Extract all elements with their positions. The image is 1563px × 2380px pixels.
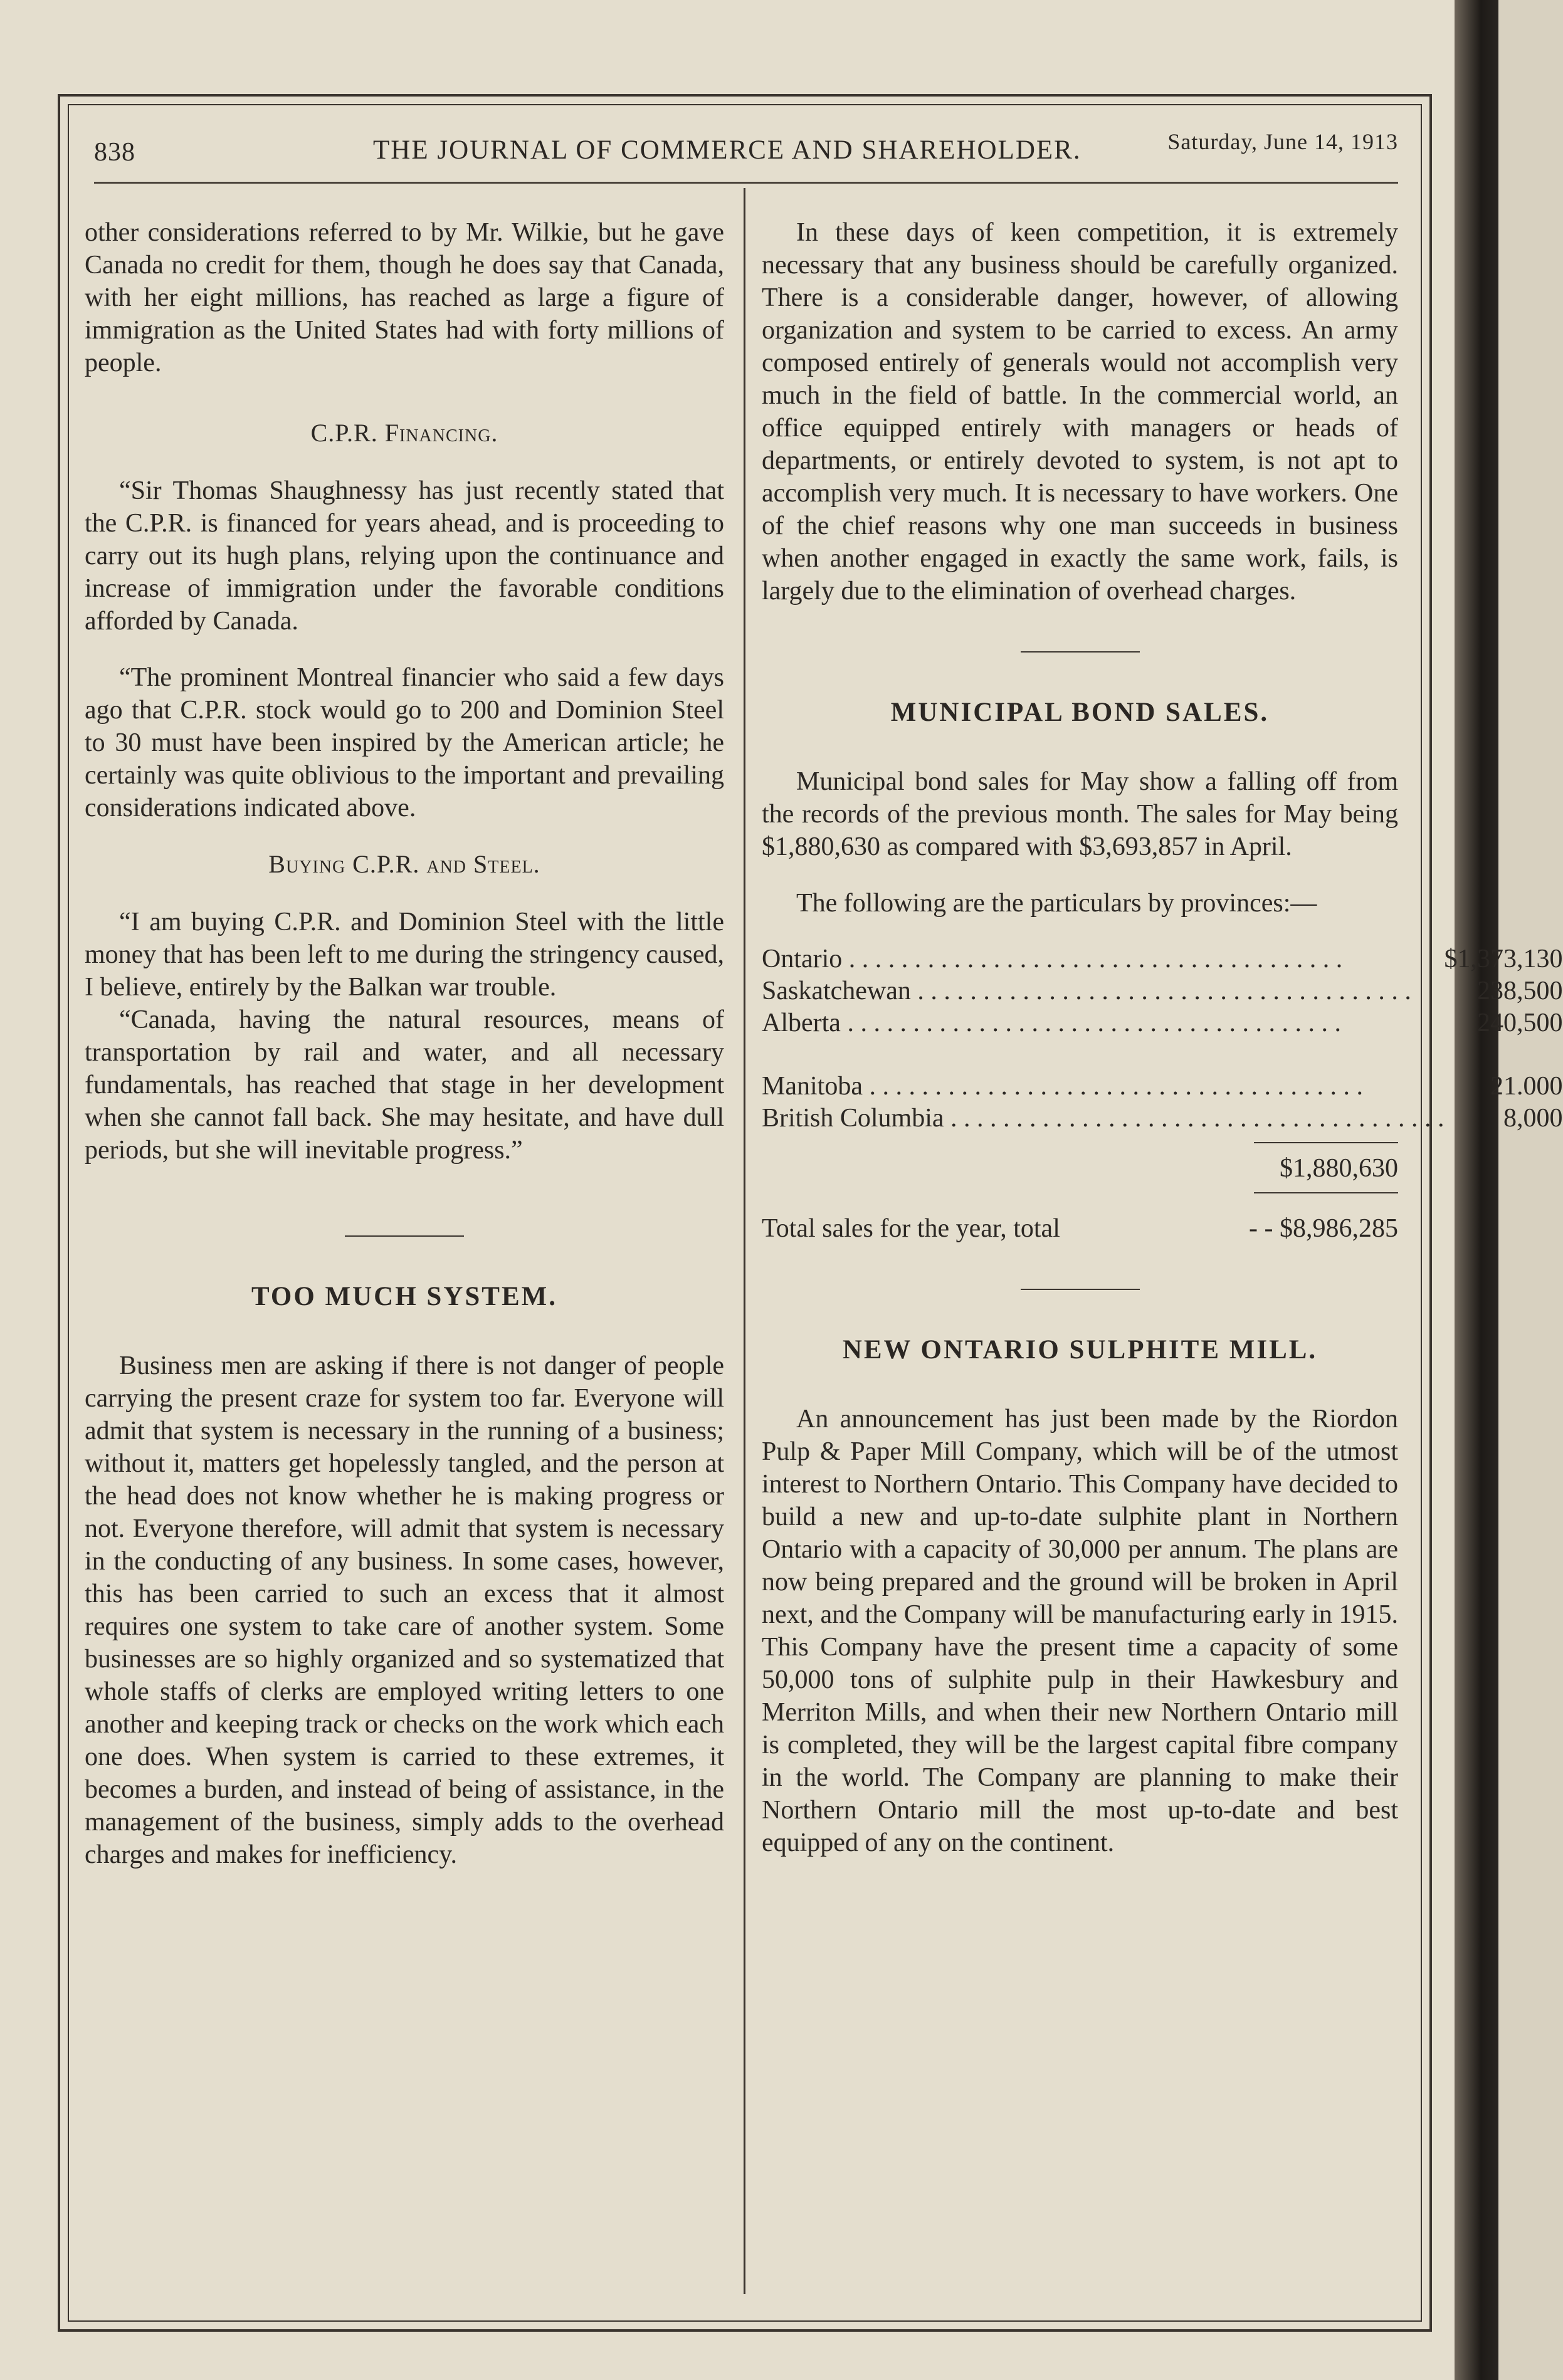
book-spine [1455, 0, 1498, 2380]
province-name: Ontario . . . [762, 943, 1445, 975]
province-sales-table [762, 943, 1563, 1135]
sum-rule [1254, 1142, 1398, 1143]
total-amount: $8,986,285 [1280, 1214, 1398, 1243]
subheading-buying-cpr: Buying C.P.R. and Steel. [268, 850, 540, 878]
section-rule [1021, 651, 1140, 653]
column-divider [744, 188, 745, 2294]
province-amount: 240,500 [1477, 1009, 1563, 1037]
total-label: Total sales for the year, total [762, 1214, 1060, 1243]
province-name: Manitoba . . . [762, 1071, 1445, 1103]
section-rule [1021, 1289, 1140, 1290]
paragraph: “Sir Thomas Shaughnessy has just recently stated that the C.P.R. is financed for years ahead, and is proceeding to carry out its hugh plans, relying upon the continuance and increase of immigration under the favorable conditions afforded by Canada. [85, 476, 724, 636]
province-amount: 238,500 [1477, 977, 1563, 1005]
paragraph: Business men are asking if there is not danger of people carrying the present craze for system too far. Everyone will admit that system is necessary in the running of a business; without it, matters get hopelessly tangled, and the person at the head does not know whether he is making progress or not. Everyone therefore, will admit that system is necessary in the conducting of any business. In some cases, however, this has been carried to such an excess that it almost requires one system to take care of another system. Some businesses are so highly organized and so systematized that whole staffs of clerks are employed writing letters to one another and keeping track or checks on the work which each one does. When system is carried to these extremes, it becomes a burden, and instead of being of assistance, in the management of the business, simply adds to the overhead charges and makes for inefficiency. [85, 1351, 724, 1869]
article-heading-municipal-bond-sales: MUNICIPAL BOND SALES. [890, 698, 1270, 727]
total-sales-line [762, 1212, 1398, 1245]
province-name: British Columbia . . . [762, 1103, 1445, 1135]
article-heading-sulphite-mill: NEW ONTARIO SULPHITE MILL. [842, 1335, 1318, 1365]
paragraph: Municipal bond sales for May show a falling off from the records of the previous month. The sales for May being $1,880,630 as compared with $3,693,857 in April. [762, 767, 1398, 861]
left-column [85, 216, 724, 1895]
table-row [762, 1103, 1563, 1135]
sum-rule [1254, 1192, 1398, 1193]
subtotal-amount: $1,880,630 [1280, 1154, 1398, 1183]
province-name: Saskatchewan . . . [762, 975, 1445, 1007]
table-row [762, 1071, 1563, 1103]
paragraph: “Canada, having the natural resources, means of transportation by rail and water, and all necessary fundamentals, has reached that stage in her development when she cannot fall back. She may hesitate, and have dull periods, but she will inevitable progress.” [85, 1005, 724, 1165]
paragraph: In these days of keen competition, it is extremely necessary that any business should be carefully organized. There is a considerable danger, however, of allowing organization and system to be carried to excess. An army composed entirely of generals would not accomplish very much in the field of battle. In the commercial world, an office equipped entirely with managers or heads of departments, or entirely devoted to system, is not apt to accomplish very much. It is necessary to have workers. One of the chief reasons why one man succeeds in business when another engaged in exactly the same work, fails, is largely due to the elimination of overhead charges. [762, 218, 1398, 605]
province-amount: 21.000 [1490, 1072, 1563, 1101]
publication-title: THE JOURNAL OF COMMERCE AND SHAREHOLDER. [373, 135, 1081, 165]
section-rule [345, 1235, 464, 1237]
paragraph: An announcement has just been made by the Riordon Pulp & Paper Mill Company, which will be of the utmost interest to Northern Ontario. This Company have decided to build a new and up-to-date sulphite plant in Northern Ontario with a capacity of 30,000 per annum. The plans are now being prepared and the ground will be broken in April next, and the Company will be manufacturing early in 1915. This Company have the present time a capacity of some 50,000 tons of sulphite pulp in their Hawkesbury and Merriton Mills, and when their new Northern Ontario mill is completed, they will be the largest capital fibre company in the world. The Company are planning to make their Northern Ontario mill the most up-to-date and best equipped of any on the continent. [762, 1405, 1398, 1857]
article-heading-too-much-system: TOO MUCH SYSTEM. [251, 1282, 557, 1311]
table-row [762, 975, 1563, 1007]
paragraph: The following are the particulars by provinces:— [796, 889, 1317, 918]
table-row [762, 1007, 1563, 1039]
province-amount: 8,000 [1503, 1104, 1563, 1133]
header-rule [94, 182, 1398, 184]
paragraph: other considerations referred to by Mr. Wilkie, but he gave Canada no credit for them, though he does say that Canada, with her eight millions, has reached as large a figure of immigration as the United States had with forty millions of people. [85, 218, 724, 377]
page-number: 838 [94, 138, 135, 167]
table-row [762, 943, 1563, 975]
province-amount: $1,373,130 [1444, 945, 1563, 973]
issue-date: Saturday, June 14, 1913 [1167, 129, 1398, 154]
subheading-cpr-financing: C.P.R. Financing. [310, 419, 498, 447]
right-column [762, 216, 1563, 1883]
paragraph: “I am buying C.P.R. and Dominion Steel with the little money that has been left to me during the stringency caused, I believe, entirely by the Balkan war trouble. [85, 908, 724, 1002]
total-dashes: - - [1249, 1214, 1273, 1243]
paragraph: “The prominent Montreal financier who said a few days ago that C.P.R. stock would go to 200 and Dominion Steel to 30 must have been inspired by the American article; he certainly was quite oblivious to the important and prevailing considerations indicated above. [85, 663, 724, 822]
page-header [94, 128, 1398, 172]
province-name: Alberta . . . [762, 1007, 1445, 1039]
